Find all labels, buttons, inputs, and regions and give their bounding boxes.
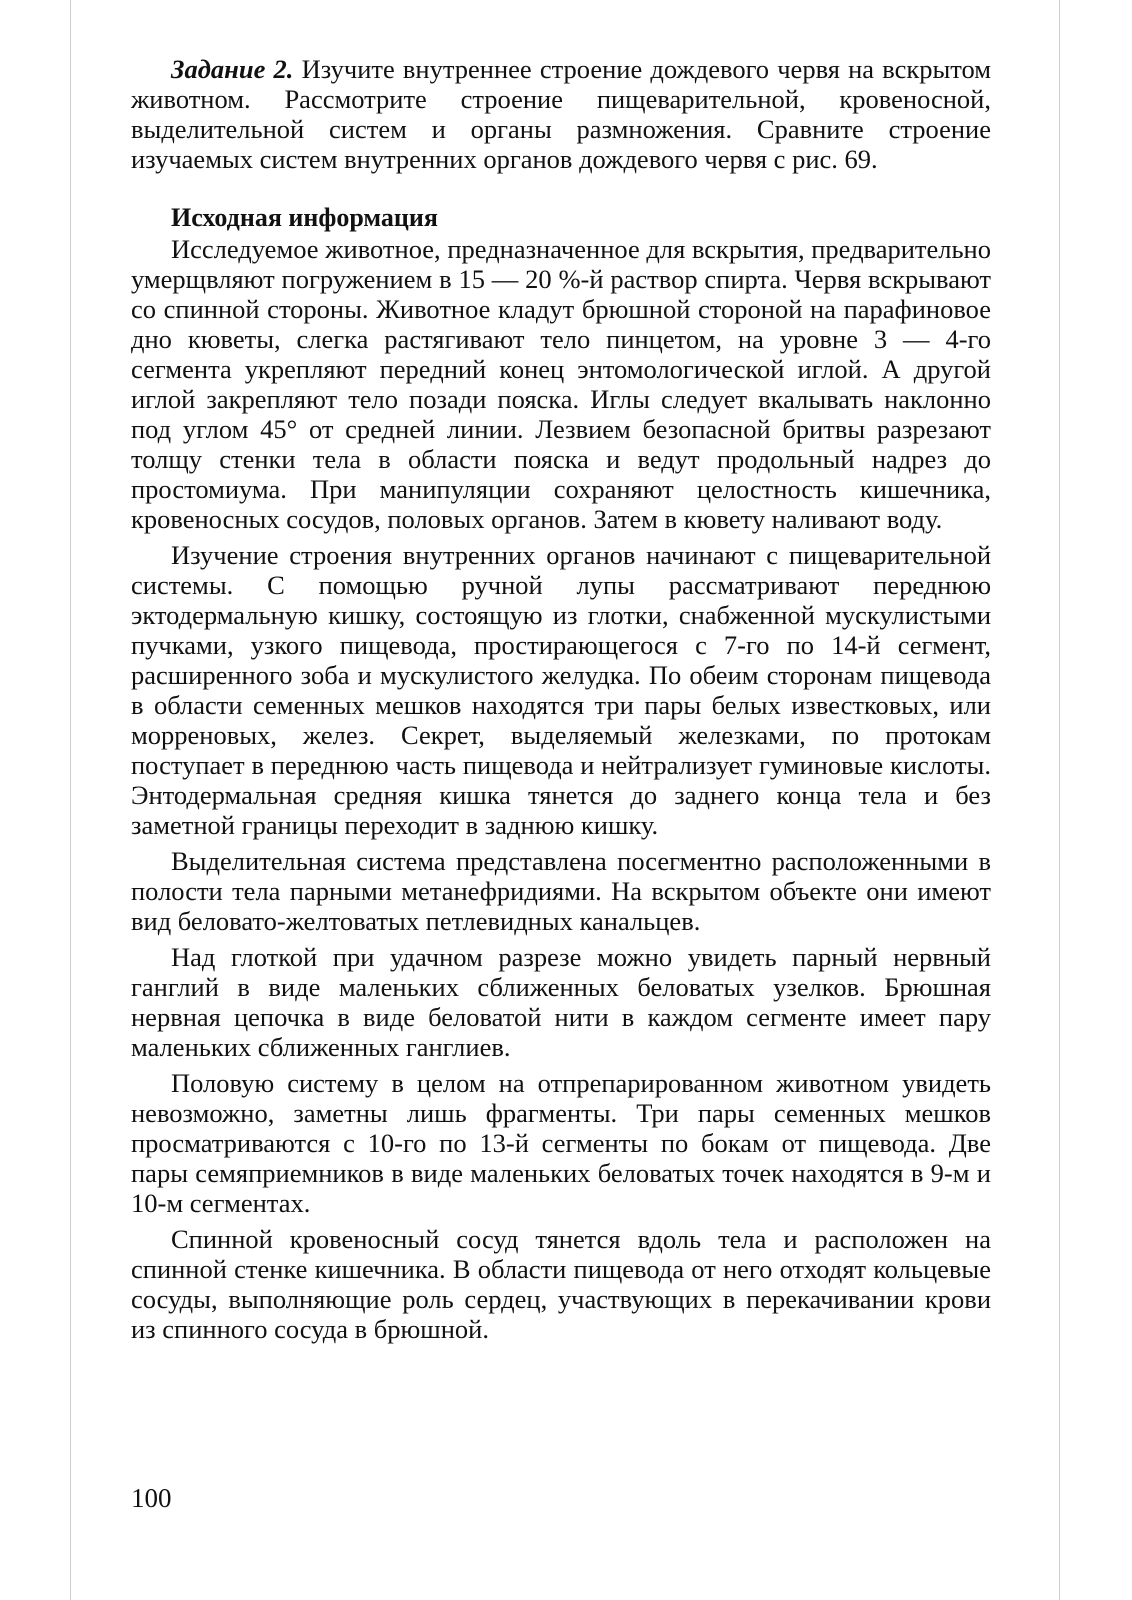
paragraph-dissection: Исследуемое животное, предназначенное для вскрытия, предварительно умерщвляют погружением в 15 — 20 %-й раствор спирта. Червя вскрывают со спинной стороны. Животное кладут брюшной стороной на парафиновое дно кюветы, слегка растягивают тело пинцетом, на уровне 3 — 4-го сегмента укрепляют передний конец энтомологической иглой. А другой иглой закрепляют тело позади пояска. Иглы следует вкалывать наклонно под углом 45° от средней линии. Лезвием безопасной бритвы разрезают толщу стенки тела в области пояска и ведут продольный надрез до простомиума. При манипуляции сохраняют целостность кишечника, кровеносных сосудов, половых органов. Затем в кювету наливают воду. <box>131 234 991 534</box>
task-paragraph <box>131 54 991 174</box>
paragraph-excretory-system: Выделительная система представлена посегментно расположенными в полости тела парными метанефридиями. На вскрытом объекте они имеют вид беловато-желтоватых петлевидных канальцев. <box>131 846 991 936</box>
task-text: Изучите внутреннее строение дождевого червя на вскрытом животном. Рассмотрите строение пищеварительной, кровеносной, выделительной систем и органы размножения. Сравните строение изучаемых систем внутренних органов дождевого червя с рис. 69. <box>131 54 992 174</box>
paragraph-reproductive-system: Половую систему в целом на отпрепарированном животном увидеть невозможно, заметны лишь фрагменты. Три пары семенных мешков просматриваются с 10-го по 13-й сегменты по бокам от пищевода. Две пары семяприемников в виде маленьких беловатых точек находятся в 9-м и 10-м сегментах. <box>131 1068 991 1218</box>
paragraph-circulatory-system: Спинной кровеносный сосуд тянется вдоль тела и расположен на спинной стенке кишечника. В области пищевода от него отходят кольцевые сосуды, выполняющие роль сердец, участвующих в перекачивании крови из спинного сосуда в брюшной. <box>131 1224 991 1344</box>
paragraph-digestive-system: Изучение строения внутренних органов начинают с пищеварительной системы. С помощью ручной лупы рассматривают переднюю эктодермальную кишку, состоящую из глотки, снабженной мускулистыми пучками, узкого пищевода, простирающегося с 7-го по 14-й сегмент, расширенного зоба и мускулистого желудка. По обеим сторонам пищевода в области семенных мешков находятся три пары белых известковых, или морреновых, желез. Секрет, выделяемый железками, по протокам поступает в переднюю часть пищевода и нейтрализует гуминовые кислоты. Энтодермальная средняя кишка тянется до заднего конца тела и без заметной границы переходит в заднюю кишку. <box>131 540 991 840</box>
task-label: Задание 2. <box>171 54 294 84</box>
book-page <box>70 0 1060 1600</box>
paragraph-nervous-system: Над глоткой при удачном разрезе можно увидеть парный нервный ганглий в виде маленьких сближенных беловатых узелков. Брюшная нервная цепочка в виде беловатой нити в каждом сегменте имеет пару маленьких сближенных ганглиев. <box>131 942 991 1062</box>
section-heading: Исходная информация <box>171 203 438 232</box>
page-content <box>131 54 991 1344</box>
page-number: 100 <box>131 1483 172 1513</box>
